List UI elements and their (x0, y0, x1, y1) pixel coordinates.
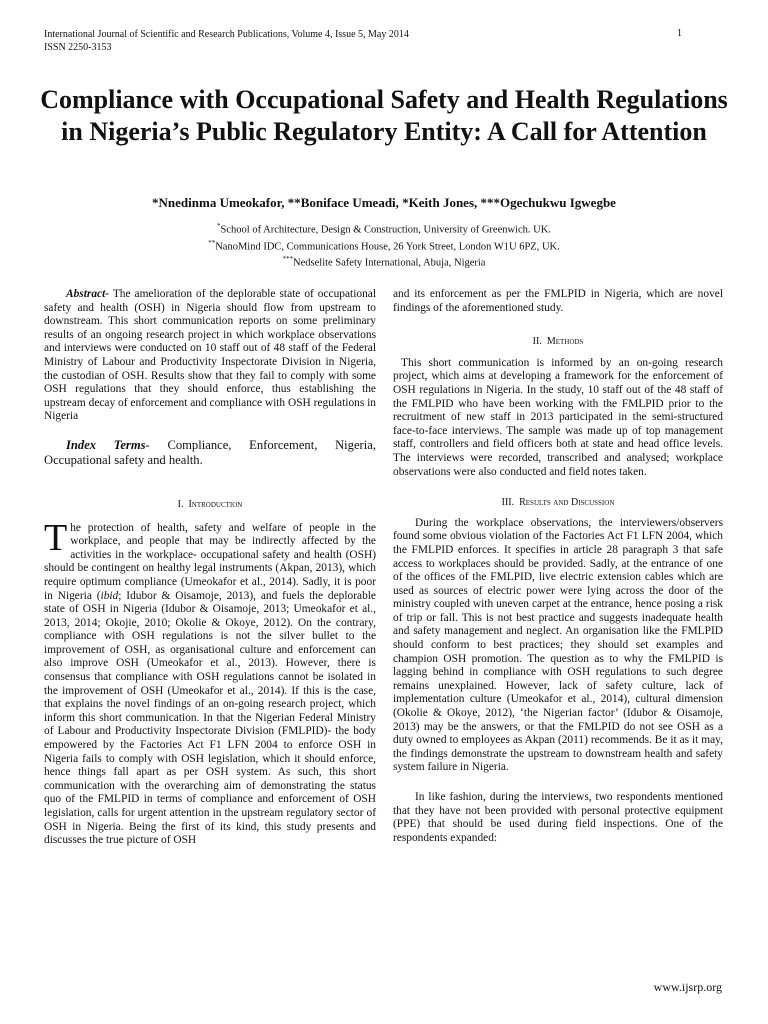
index-terms (44, 438, 376, 468)
section-number: III. (501, 497, 515, 509)
paper-title: Compliance with Occupational Safety and Health Regulations in Nigeria’s Public Regulatory Entity: A Call for Attention (40, 85, 728, 146)
introduction-paragraph (44, 516, 376, 848)
section-heading-introduction (44, 498, 376, 512)
index-terms-label: Index Terms (66, 437, 146, 452)
section-title: Introduction (188, 498, 243, 510)
affiliation-text: Nedselite Safety International, Abuja, Nigeria (293, 257, 486, 269)
affiliation-mark: *** (282, 255, 294, 263)
affiliation-1 (40, 220, 728, 237)
journal-citation: International Journal of Scientific and Research Publications, Volume 4, Issue 5, May 2014 (44, 29, 409, 40)
section-title: Methods (546, 336, 584, 348)
section-number: II. (532, 336, 542, 348)
author-list: *Nnedinma Umeokafor, **Boniface Umeadi, *Keith Jones, ***Ogechukwu Igwegbe (152, 195, 616, 210)
methods-paragraph: This short communication is informed by an on-going research project, which aims at developing a framework for the enforcement of OSH regulations in Nigeria. In the study, 10 staff out of the 48 staff of the FMLPID who have been working with the FMLPID prior to the recruitment of new staff in 2013 participated in the semi-structured face-to-face interviews. The sample was made up of top management staff, controllers and field officers both at state and head office levels. The interviews were recorded, transcribed and analysed; workplace observations were also conducted and field notes taken. (393, 356, 723, 478)
right-column (393, 288, 723, 845)
section-number: I. (177, 498, 184, 510)
page-number: 1 (677, 28, 682, 39)
intro-text-2: ; Idubor & Oisamoje, 2013), and fuels the deplorable state of OSH in Nigeria (Idubor & Oisamoje, 2013; Umeokafor et al., 2013, 2014; Okojie, 2010; Okolie & Okoye, 2012). On the contrary, compliance with OSH regulations is not the silver bullet to the improvement of OSH, as organisational culture and enforcement can also improve OSH (Umeokafor et al., 2013). However, there is consensus that compliance with OSH regulations cannot be isolated in the improvement of OSH (Umeokafor et al., 2014). If this is the case, that explains the novel findings of an on-going research project, which inform this short communication. In that the Nigerian Federal Ministry of Labour and Productivity Inspectorate Division (FMLPID)- the body empowered by the Factories Act F1 LFN 2004 to enforce OSH in Nigeria fails to comply with OSH legislation, which it should enforce, hence things fall apart as per OSH system. As such, this short communication with the overarching aim of demonstrating the status quo of the FMLPID in terms of compliance and enforcement of OSH legislation, calls for urgent attention in the upstream regulatory sector of OSH in Nigeria. Being the first of its kind, this study presents and discusses the true picture of OSH (44, 589, 376, 847)
intro-text-1: he protection of health, safety and welfare of people in the workplace, and people that may be indirectly affected by the activities in the workplace- occupational safety and health (OSH) should be contingent on healthy legal instruments (Akpan, 2013), which require optimum compliance (Umeokafor et al., 2014). Sadly, it is poor in Nigeria ( (44, 521, 376, 602)
affiliation-2 (40, 237, 728, 254)
continued-paragraph: and its enforcement as per the FMLPID in Nigeria, which are novel findings of the aforementioned study. (393, 288, 723, 314)
results-paragraph-2: In like fashion, during the interviews, two respondents mentioned that they have not been provided with personal protective equipment (PPE) that should be used during field inspections. One of the respondents expanded: (393, 791, 723, 844)
section-heading-results (393, 496, 723, 510)
journal-header (44, 28, 409, 54)
intro-ibid: ibid (100, 589, 119, 602)
abstract-text: The amelioration of the deplorable state of occupational safety and health (OSH) in Nigeria should flow from upstream to downstream. This short communication reports on some preliminary results of an ongoing research project in which workplace observations and interviews were conducted on 10 staff out of 48 staff of the Federal Ministry of Labour and Productivity Inspectorate Division in Nigeria, the custodian of OSH. Results show that they fail to comply with some OSH regulations that they should enforce, thus establishing the upstream decay of enforcement and compliance with OSH regulations in Nigeria (44, 288, 376, 423)
results-paragraph-1: During the workplace observations, the interviewers/observers found some obvious violation of the Factories Act F1 LFN 2004, which the FMLPID enforces. It specifies in article 28 paragraph 3 that safe access to workplaces should be provided. Sadly, at the entrance of one of the offices of the FMLPID, live electric extension cables which are used as sources of electric power were lying across the door of the ministry coupled with uneven carpet at the entrance, hence posing a risk of trip or fall. This is not best practice and suggests inadequate health and safety management and neglect. An organisation like the FMLPID should conform to best practices; they should set examples and champion OSH promotion. The question as to why the FMLPID is lagging behind in compliance with OSH regulations to such degree remains unexplained. However, lack of safety culture, lack of implementation culture (Umeokafor et al., 2014), cultural dimension (Okolie & Okoye, 2012), ‘the Nigerian factor’ (Idubor & Oisamoje, 2013) may be the answers, or that the FMLPID do not see OSH as a duty owned to employees as Akpan (2011) recommends. Be it as it may, the findings demonstrate the upstream to downstream health and safety system failure in Nigeria. (393, 516, 723, 774)
footer-url: www.ijsrp.org (653, 980, 722, 994)
affiliation-text: School of Architecture, Design & Construction, University of Greenwich. UK. (220, 224, 551, 236)
abstract-label: Abstract- (66, 288, 110, 300)
issn: ISSN 2250-3153 (44, 42, 112, 53)
drop-cap: T (44, 516, 68, 559)
affiliation-3 (40, 253, 728, 270)
affiliation-mark: * (217, 222, 221, 230)
abstract (44, 288, 376, 424)
affiliation-mark: ** (208, 238, 216, 247)
index-terms-text: - Compliance, Enforcement, Nigeria, Occupational safety and health. (44, 437, 376, 467)
affiliations (40, 220, 728, 270)
affiliation-text: NanoMind IDC, Communications House, 26 York Street, London W1U 6PZ, UK. (215, 241, 560, 252)
section-heading-methods (393, 335, 723, 349)
left-column (44, 288, 376, 848)
section-title: Results and Discussion (519, 497, 615, 509)
